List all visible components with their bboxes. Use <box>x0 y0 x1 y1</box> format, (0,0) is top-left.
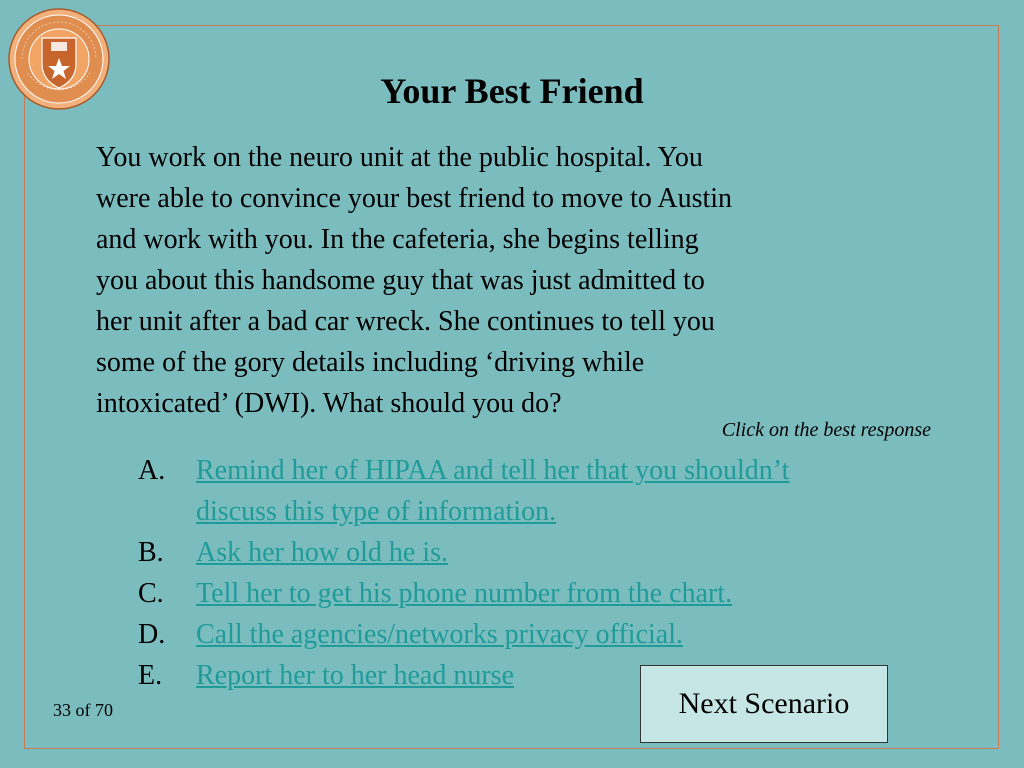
option-b <box>138 532 838 573</box>
option-e-link[interactable]: Report her to her head nurse <box>196 660 514 691</box>
response-options <box>138 450 838 696</box>
option-letter: B. <box>138 537 164 568</box>
option-b-link[interactable]: Ask her how old he is. <box>196 537 448 568</box>
option-a-link[interactable]: Remind her of HIPAA and tell her that you shouldn’t discuss this type of information. <box>196 455 790 527</box>
option-letter: D. <box>138 619 166 650</box>
option-c-link[interactable]: Tell her to get his phone number from the chart. <box>196 578 733 609</box>
option-d <box>138 614 838 655</box>
scenario-text: You work on the neuro unit at the public hospital. You were able to convince your best friend to move to Austin and work with you. In the cafeteria, she begins telling you about this handsome guy that was just admitted to her unit after a bad car wreck. She continues to tell you some of the gory details including ‘driving while intoxicated’ (DWI). What should you do? <box>96 142 733 419</box>
next-scenario-button[interactable]: Next Scenario <box>640 665 888 743</box>
slide-title: Your Best Friend <box>380 71 644 111</box>
option-c <box>138 573 838 614</box>
option-letter: A. <box>138 455 166 486</box>
option-d-link[interactable]: Call the agencies/networks privacy official. <box>196 619 683 650</box>
option-letter: E. <box>138 660 163 691</box>
instruction-hint: Click on the best response <box>721 419 931 441</box>
page-indicator: 33 of 70 <box>53 700 113 720</box>
option-letter: C. <box>138 578 164 609</box>
option-a <box>138 450 838 532</box>
